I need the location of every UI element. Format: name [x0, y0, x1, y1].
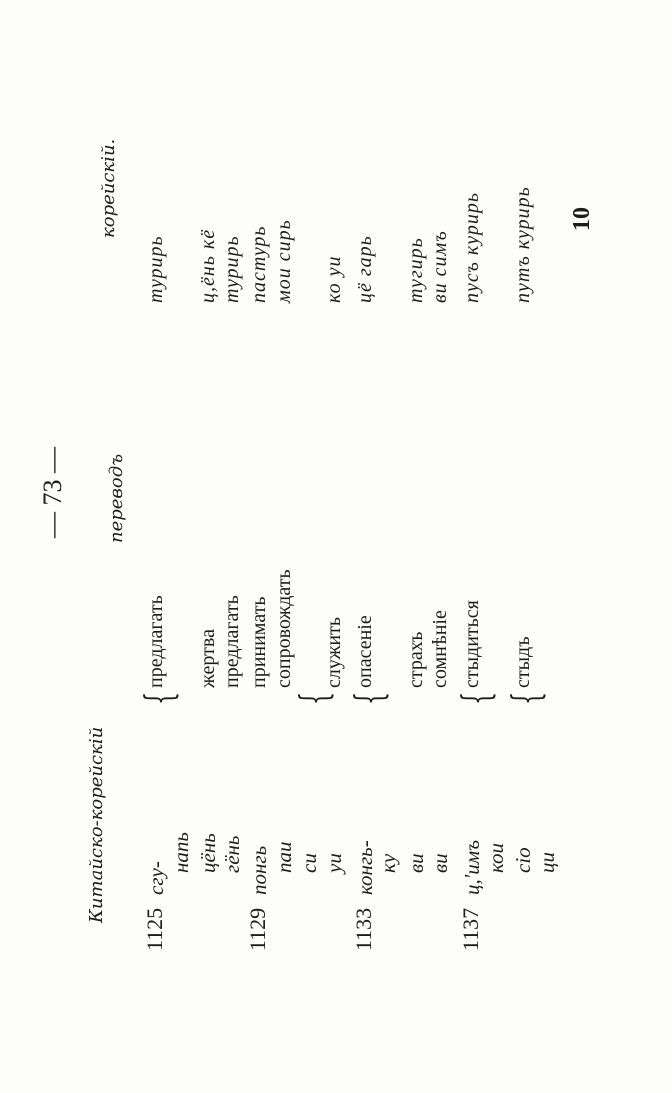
translation-word: стыдъ [512, 636, 534, 688]
sino-korean-word: ку [376, 853, 400, 873]
korean-word: ви симъ [429, 230, 451, 303]
brace-mark: { [347, 691, 391, 705]
translation-word: предлагать [145, 595, 167, 688]
brace-mark: { [504, 691, 548, 705]
sino-korean-word: кои [484, 842, 508, 873]
brace-mark: { [454, 691, 498, 705]
brace-mark: { [137, 691, 181, 705]
korean-word: пастурь [248, 225, 270, 303]
page-number: — 73 — [38, 447, 67, 538]
translation-word: предлагать [221, 595, 243, 688]
sino-korean-word: гёнь [220, 835, 244, 873]
korean-word: пусъ курирь [461, 192, 483, 303]
sino-korean-word: ц,'имъ [460, 839, 484, 895]
entry-number: 1137 [458, 907, 483, 951]
translation-word: страхъ [405, 631, 427, 688]
entry-number: 1133 [351, 907, 376, 951]
header-korean: корейскій. [98, 138, 119, 238]
translation-word: сопровождать [273, 569, 295, 688]
translation-word: принимать [248, 596, 270, 688]
sino-korean-word: напь [169, 832, 193, 873]
brace-mark: { [292, 691, 336, 705]
translation-word: служить [323, 617, 345, 688]
sino-korean-word: конгь- [353, 840, 377, 895]
korean-word: путъ курирь [512, 186, 534, 303]
sino-korean-word: си [297, 853, 321, 873]
entry-number: 1125 [142, 907, 167, 951]
entry-number: 1129 [245, 907, 270, 951]
korean-word: ко уи [323, 255, 345, 303]
signature-mark: 10 [569, 207, 595, 231]
korean-word: турирь [145, 235, 167, 303]
korean-word: цё гарь [354, 235, 376, 303]
sino-korean-word: паи [272, 841, 296, 873]
sino-korean-word: сіо [511, 847, 535, 873]
sino-korean-word: ци [535, 852, 559, 873]
translation-word: жертва [197, 629, 219, 688]
korean-word: турирь [221, 235, 243, 303]
sino-korean-word: ви [428, 853, 452, 873]
sino-korean-word: цёнь [196, 833, 220, 873]
header-translation: переводъ [106, 453, 127, 543]
translation-word: сомнѣніе [429, 610, 451, 688]
translation-word: опасеніе [354, 615, 376, 688]
translation-word: стыдиться [461, 600, 483, 688]
korean-word: ц,ёнь кё [197, 228, 219, 303]
korean-word: тугирь [405, 237, 427, 303]
sino-korean-word: ви [404, 853, 428, 873]
sino-korean-word: сгу- [144, 861, 168, 895]
sino-korean-word: понгь [247, 845, 271, 895]
header-sino-korean: Китайско-корейскій [86, 726, 107, 923]
sino-korean-word: уи [322, 853, 346, 873]
korean-word: мои сирь [273, 219, 295, 303]
